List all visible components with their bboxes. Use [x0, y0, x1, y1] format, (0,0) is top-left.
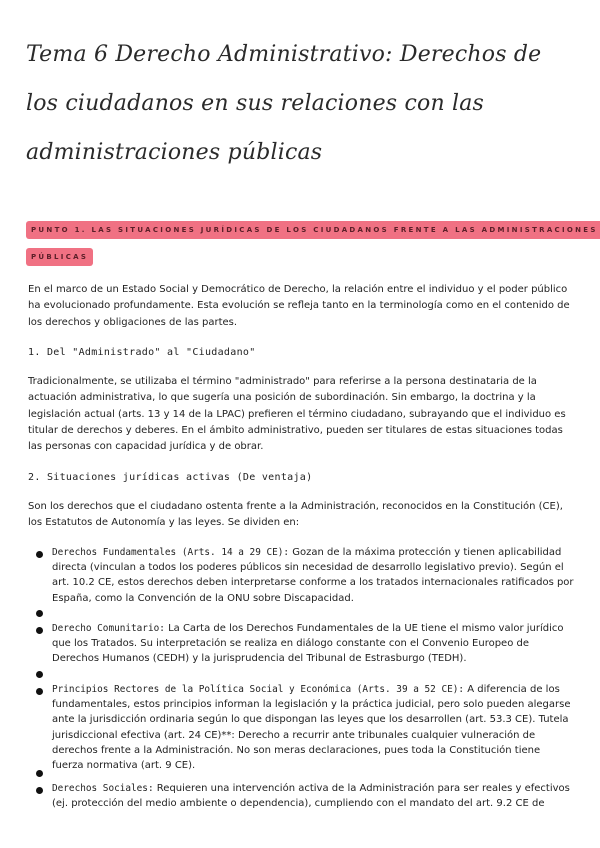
- subheading-1: 1. Del "Administrado" al "Ciudadano": [28, 347, 256, 358]
- list-item-text: Gozan de la máxima protección y tienen aplicabilidad directa (vinculan a todos los poderes públicos sin necesidad de desarrollo legislativo previo). Según el art. 10.2 CE, estos derechos deben interpretarse conforme a los tratados internacionales ratificados por España, como la Convención de la ONU sobre Discapacidad.: [52, 547, 574, 604]
- bullet-icon: [36, 688, 43, 695]
- list-item-text: La Carta de los Derechos Fundamentales de la UE tiene el mismo valor jurídico que los Tratados. Su interpretación se realiza en diálogo constante con el Convenio Europeo de Derechos Humanos (CEDH) y la jurisprudencia del Tribunal de Estrasburgo (TEDH).: [52, 623, 564, 665]
- bullet-icon: [36, 610, 43, 617]
- list-item-label: Derecho Comunitario:: [52, 623, 165, 634]
- list-item-derechos-fundamentales: [52, 545, 574, 606]
- list-item-principios-rectores: [52, 682, 574, 773]
- bullet-icon: [36, 627, 43, 634]
- intro-paragraph: En el marco de un Estado Social y Democrático de Derecho, la relación entre el individuo y el poder público ha evolucionado profundamente. Esta evolución se refleja tanto en la terminología como en el contenido de los derechos y obligaciones de las partes.: [28, 284, 570, 328]
- list-item-label: Derechos Fundamentales (Arts. 14 a 29 CE):: [52, 547, 290, 558]
- list-item-label: Derechos Sociales:: [52, 783, 154, 794]
- bullet-icon: [36, 671, 43, 678]
- bullet-icon: [36, 770, 43, 777]
- list-item-label: Principios Rectores de la Política Social y Económica (Arts. 39 a 52 CE):: [52, 684, 465, 695]
- subheading-2: 2. Situaciones jurídicas activas (De ventaja): [28, 472, 313, 483]
- list-item-text: Requieren una intervención activa de la Administración para ser reales y efectivos (ej. protección del medio ambiente o dependencia), cumpliendo con el mandato del art. 9.2 CE de: [52, 783, 570, 810]
- page-title: Tema 6 Derecho Administrativo: Derechos de los ciudadanos en sus relaciones con las administraciones públicas: [26, 42, 542, 165]
- bullet-icon: [36, 551, 43, 558]
- bullet-icon: [36, 787, 43, 794]
- list-item-derechos-sociales: [52, 781, 574, 811]
- section-banner-line-1: PUNTO 1. LAS SITUACIONES JURÍDICAS DE LOS CIUDADANOS FRENTE A LAS ADMINISTRACIONES: [26, 221, 600, 239]
- paragraph-2: Son los derechos que el ciudadano ostenta frente a la Administración, reconocidos en la Constitución (CE), los Estatutos de Autonomía y las leyes. Se dividen en:: [28, 501, 563, 529]
- list-item-text: A diferencia de los fundamentales, estos principios informan la legislación y la práctica judicial, pero solo pueden alegarse ante la jurisdicción ordinaria según lo que dispongan las leyes que los desarrollen (art. 53.3 CE). Tutela jurisdiccional efectiva (art. 24 CE)**: Derecho a recurrir ante tribunales cualquier vulneración de derechos frente a la Administración. No son meras declaraciones, pues toda la Constitución tiene fuerza normativa (art. 9 CE).: [52, 684, 571, 772]
- paragraph-1: Tradicionalmente, se utilizaba el término "administrado" para referirse a la persona destinataria de la actuación administrativa, lo que sugería una posición de subordinación. Sin embargo, la doctrina y la legislación actual (arts. 13 y 14 de la LPAC) prefieren el término ciudadano, subrayando que el individuo es titular de derechos y deberes. En el ámbito administrativo, pueden ser titulares de estas situaciones todas las personas con capacidad jurídica y de obrar.: [28, 376, 566, 453]
- list-item-derecho-comunitario: [52, 621, 574, 667]
- section-banner-line-2: PÚBLICAS: [26, 248, 93, 266]
